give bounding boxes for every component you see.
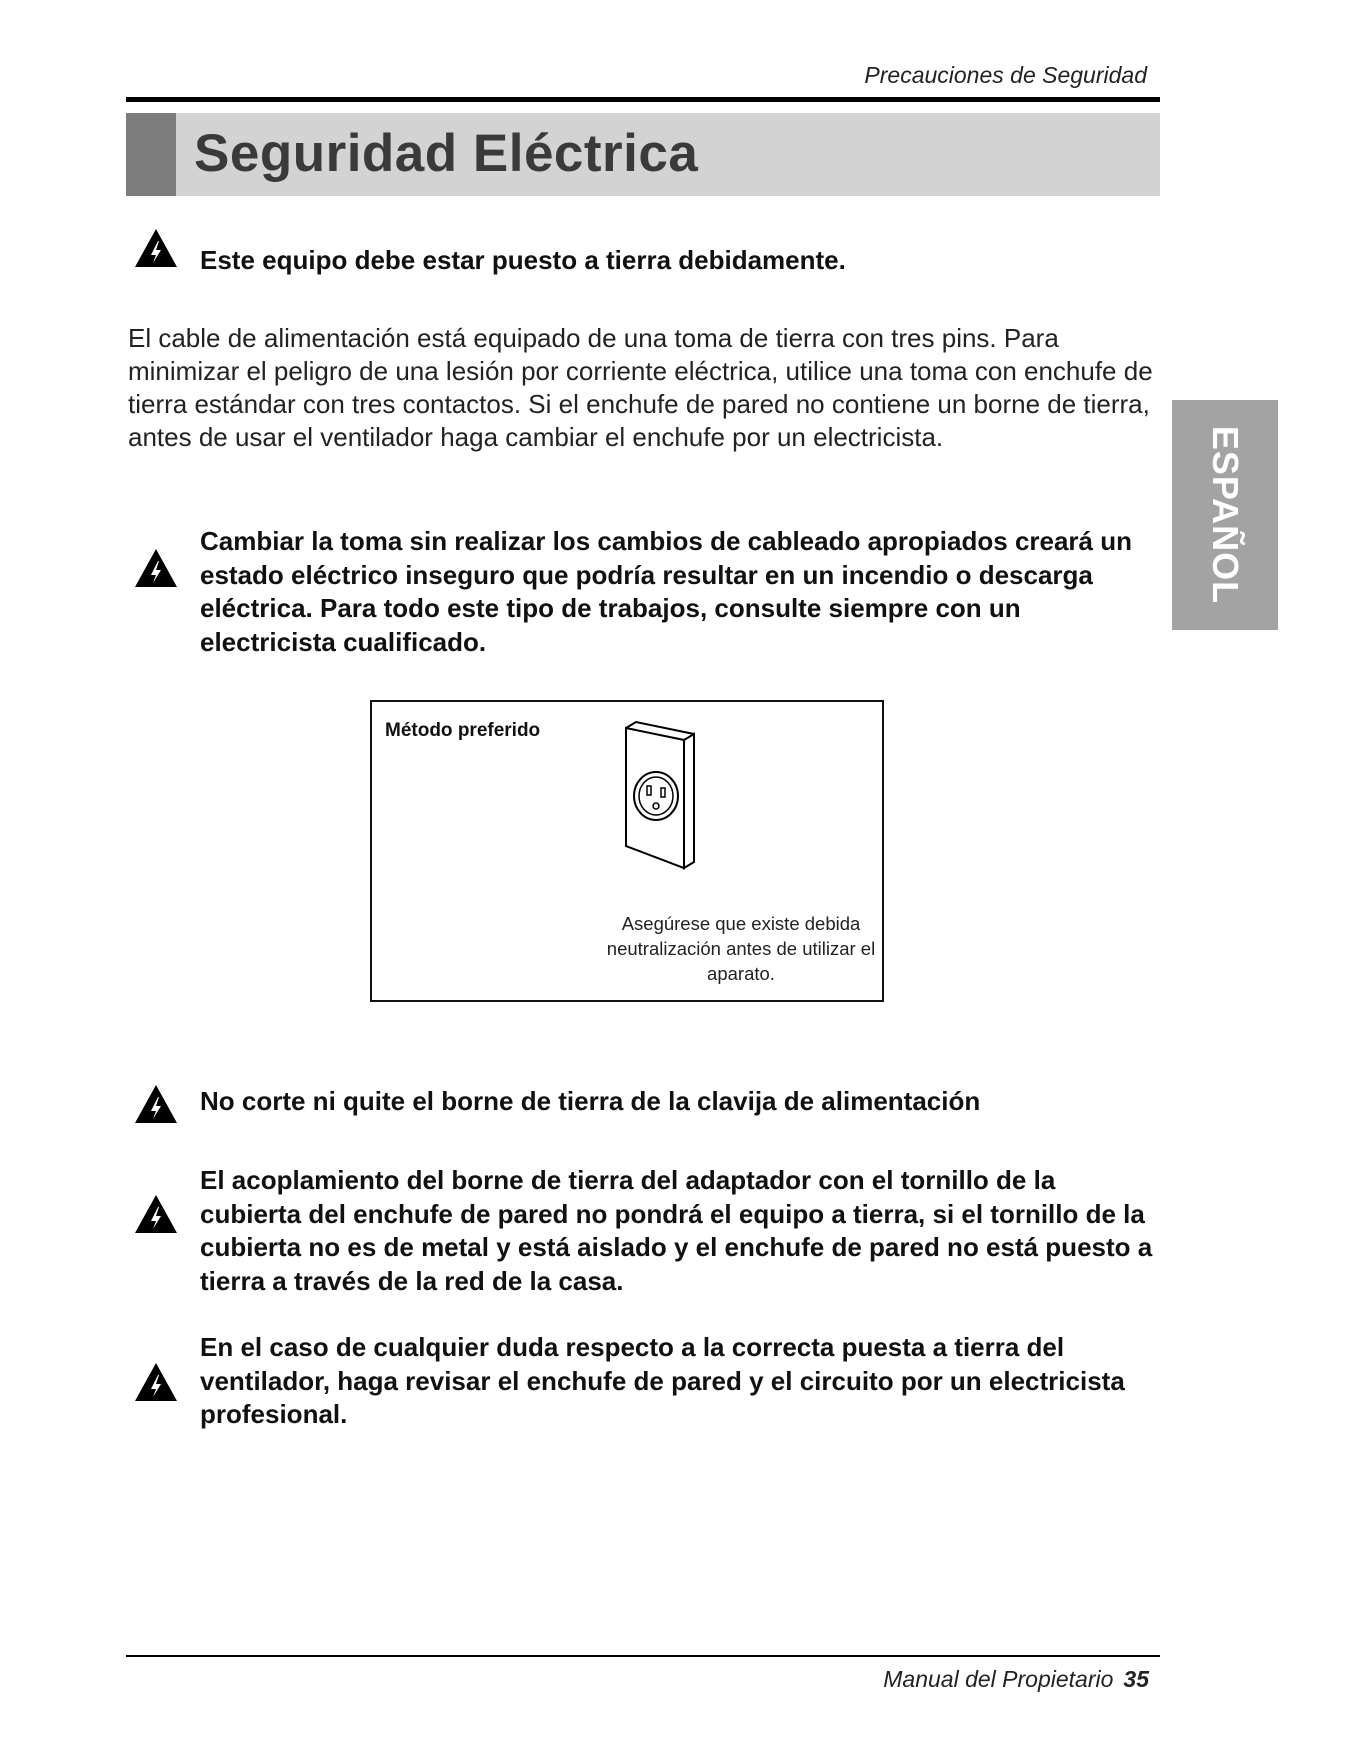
language-side-tab-label: ESPAÑOL xyxy=(1205,425,1246,605)
header-rule xyxy=(126,97,1160,102)
warning-ground-pin: No corte ni quite el borne de tierra de la clavija de alimentación xyxy=(200,1086,981,1116)
page-footer xyxy=(883,1666,1149,1693)
footer-title: Manual del Propietario xyxy=(883,1666,1114,1692)
footer-rule xyxy=(126,1655,1160,1657)
high-voltage-warning-icon xyxy=(134,1194,178,1234)
grounding-paragraph: El cable de alimentación está equipado de una toma de tierra con tres pins. Para minimizar el peligro de una lesión por corriente eléctrica, utilice una toma con enchufe de tierra estándar con tres contactos. Si el enchufe de pared no contiene un borne de tierra, antes de usar el ventilador haga cambiar el enchufe por un electricista. xyxy=(128,323,1153,452)
grounded-outlet-illustration xyxy=(622,718,732,888)
running-head: Precauciones de Seguridad xyxy=(864,62,1147,88)
warning-adapter: El acoplamiento del borne de tierra del adaptador con el tornillo de la cubierta del enchufe de pared no pondrá el equipo a tierra, si el tornillo de la cubierta no es de metal y está aislado y el enchufe de pared no está puesto a tierra a través de la red de la casa. xyxy=(200,1165,1153,1296)
high-voltage-warning-icon xyxy=(134,1084,178,1124)
high-voltage-warning-icon xyxy=(134,548,178,588)
page-number: 35 xyxy=(1123,1666,1149,1692)
title-marker xyxy=(126,113,176,196)
high-voltage-warning-icon xyxy=(134,1362,178,1402)
page-title: Seguridad Eléctrica xyxy=(194,124,699,183)
language-side-tab xyxy=(1172,400,1278,630)
warning-grounding: Este equipo debe estar puesto a tierra debidamente. xyxy=(200,245,846,275)
figure-label: Método preferido xyxy=(385,720,541,741)
warning-doubt: En el caso de cualquier duda respecto a la correcta puesta a tierra del ventilador, haga revisar el enchufe de pared y el circuito por un electricista profesional. xyxy=(200,1332,1125,1429)
high-voltage-warning-icon xyxy=(134,228,178,268)
outlet-figure xyxy=(370,700,884,1002)
figure-caption: Asegúrese que existe debida neutralización antes de utilizar el aparato. xyxy=(606,913,876,984)
warning-rewiring: Cambiar la toma sin realizar los cambios de cableado apropiados creará un estado eléctrico inseguro que podría resultar en un incendio o descarga eléctrica. Para todo este tipo de trabajos, consulte siempre con un electricista cualificado. xyxy=(200,526,1133,657)
title-banner xyxy=(126,113,1160,196)
